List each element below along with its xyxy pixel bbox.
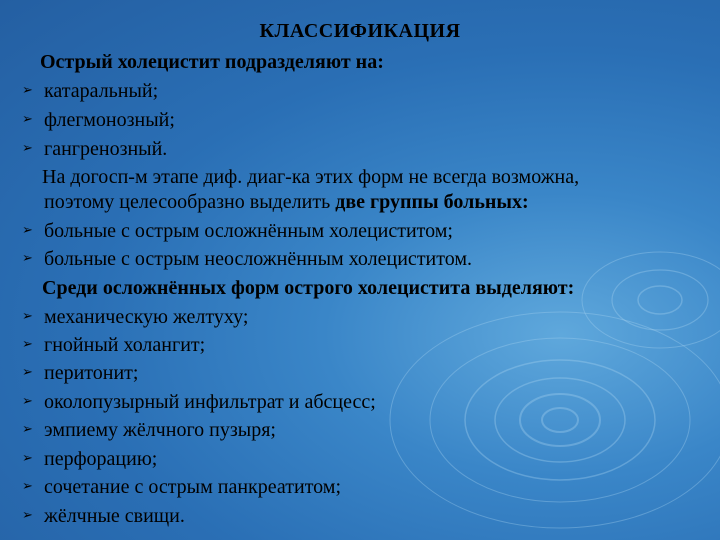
arrowhead-bullet-icon: ➢ — [22, 478, 33, 494]
arrowhead-bullet-icon: ➢ — [22, 250, 33, 266]
arrowhead-bullet-icon: ➢ — [22, 222, 33, 238]
list-item: ➢ околопузырный инфильтрат и абсцесс; — [22, 388, 376, 416]
list-item: ➢ перфорацию; — [22, 445, 157, 473]
list-item: ➢ жёлчные свищи. — [22, 502, 185, 530]
arrowhead-bullet-icon: ➢ — [22, 82, 33, 98]
list-item: ➢ гангренозный. — [22, 135, 167, 163]
list-item: ➢ флегмонозный; — [22, 106, 175, 134]
arrowhead-bullet-icon: ➢ — [22, 507, 33, 523]
arrowhead-bullet-icon: ➢ — [22, 421, 33, 437]
note-line-2: поэтому целесообразно выделить две группы больных: — [44, 191, 529, 213]
arrowhead-bullet-icon: ➢ — [22, 111, 33, 127]
slide-title: КЛАССИФИКАЦИЯ — [259, 20, 461, 42]
arrowhead-bullet-icon: ➢ — [22, 140, 33, 156]
intro-heading: Острый холецистит подразделяют на: — [40, 51, 384, 73]
complications-heading: Среди осложнённых форм острого холецистита выделяют: — [42, 277, 575, 299]
list-item: ➢ перитонит; — [22, 359, 138, 387]
list-item: ➢ гнойный холангит; — [22, 331, 205, 359]
arrowhead-bullet-icon: ➢ — [22, 364, 33, 380]
arrowhead-bullet-icon: ➢ — [22, 393, 33, 409]
arrowhead-bullet-icon: ➢ — [22, 308, 33, 324]
list-item: ➢ механическую желтуху; — [22, 303, 248, 331]
list-item: ➢ катаральный; — [22, 77, 158, 105]
arrowhead-bullet-icon: ➢ — [22, 336, 33, 352]
list-item: ➢ сочетание с острым панкреатитом; — [22, 473, 341, 501]
list-item: ➢ больные с острым осложнённым холециститом; — [22, 217, 453, 245]
two-groups-emphasis: две группы больных: — [335, 191, 529, 213]
arrowhead-bullet-icon: ➢ — [22, 450, 33, 466]
list-item: ➢ эмпиему жёлчного пузыря; — [22, 416, 276, 444]
list-item: ➢ больные с острым неосложнённым холециститом. — [22, 245, 472, 273]
note-line-1: На догосп-м этапе диф. диаг-ка этих форм не всегда возможна, — [42, 166, 580, 188]
